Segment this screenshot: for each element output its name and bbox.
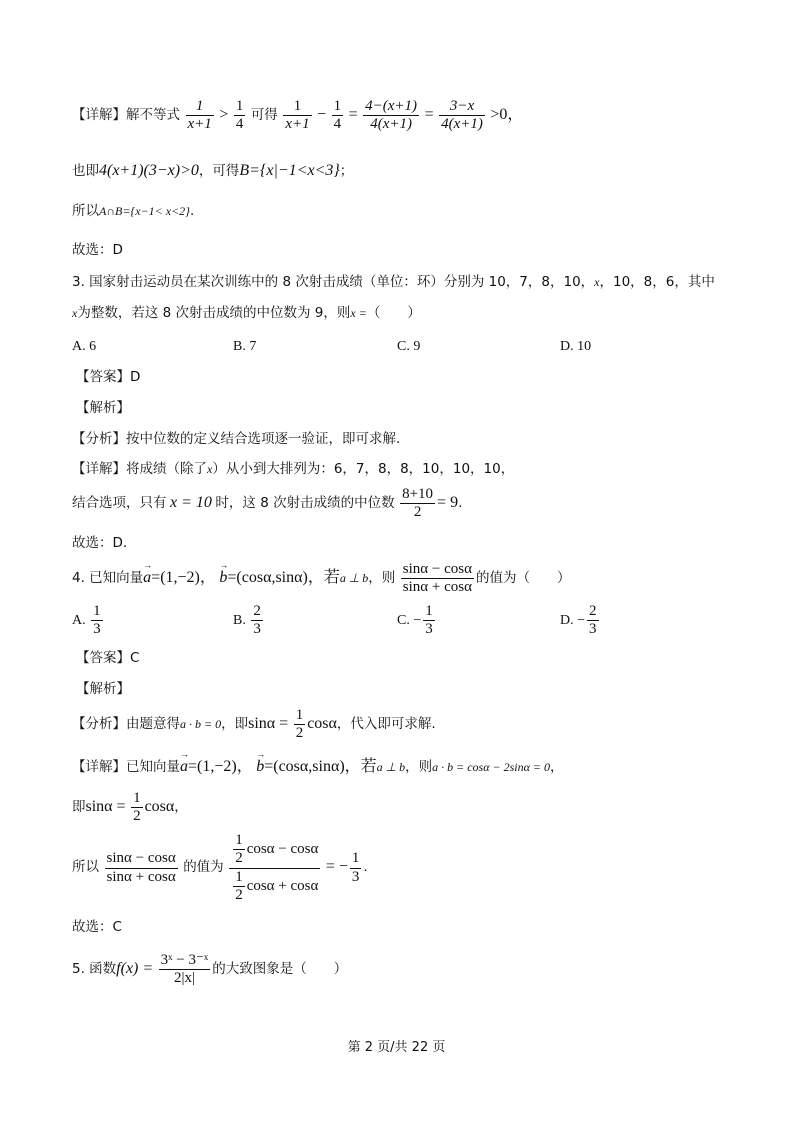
q4-analysis-label: 【解析】	[76, 681, 130, 697]
fraction: $\frac{1}{2}$	[295, 707, 304, 742]
q3-option-b: B. 7	[233, 339, 257, 354]
q5-stem: 5. 函数f(x) = $\frac{\text{3ˣ − 3⁻ˣ}}{2|x|}$ 的大致图象是（ ）	[72, 952, 348, 987]
fraction: $\frac{1}{2}$	[133, 790, 141, 825]
q3-option-a: A. 6	[72, 339, 97, 354]
detail-line-1: 【详解】解不等式 $\frac{1}{x+1}$ > $\frac{1}{4}$ 可得 $\frac{1}{x+1}$ − $\frac{1}{4}$ = $\frac{4-(x+1)}{4(x+1)}$ = $\frac{3-x}{4(x+1)}$ >0，	[72, 98, 524, 133]
fraction: $\frac{\text{3ˣ − 3⁻ˣ}}{2|x|}$	[160, 952, 209, 987]
detail-line-3: 所以A∩B={x−1< x<2}.	[72, 203, 195, 219]
q4-ji: 即sinα = $\frac{1}{2}$ cosα，	[72, 790, 188, 825]
q3-fenxi: 【分析】按中位数的定义结合选项逐一验证，即可求解.	[72, 431, 401, 447]
fraction: $\frac{1}{x+1}$	[187, 98, 212, 133]
vector-a: → a	[143, 570, 151, 586]
fraction: $\frac{8+10}{2}$	[402, 486, 434, 521]
q4-option-c: C. − $\frac{1}{3}$	[397, 603, 433, 638]
q4-detail: 【详解】已知向量→ a=(1,−2)， → b=(cosα,sinα)，若a ⊥ b，则a · b = cosα − 2sinα = 0，	[72, 759, 564, 775]
vector-b: → b	[256, 759, 264, 775]
q4-so: 所以 $\frac{\sin\alpha - \cos\alpha}{\sin\alpha + \cos\alpha}$ 的值为 $\frac{1}{2}$ cosα − cosα $\frac{1}{2}$ cosα + cosα = − $\frac{1}{3}$ .	[72, 832, 368, 903]
q3-detail: 【详解】将成绩（除了x）从小到大排列为：6，7，8，8，10，10，10，	[72, 461, 515, 477]
q4-stem: 4. 已知向量→ a=(1,−2)， → b=(cosα,sinα)，若a ⊥ b，则 $\frac{\sin\alpha - \cos\alpha}{\sin\alpha + \cos\alpha}$ 的值为（ ）	[72, 561, 570, 597]
q4-option-b: B. $\frac{2}{3}$	[233, 603, 261, 638]
compound-fraction: $\frac{1}{2}$ cosα − cosα $\frac{1}{2}$ cosα + cosα	[229, 832, 320, 904]
fraction: $\frac{1}{4}$	[235, 98, 244, 133]
fraction: $\frac{1}{4}$	[333, 98, 342, 133]
answer-choice: 故选：D	[72, 242, 123, 258]
q3-choose: 故选：D.	[72, 535, 128, 551]
vector-a: → a	[180, 759, 188, 775]
q3-answer: 【答案】D	[76, 369, 141, 385]
q3-stem-line-2: x为整数，若这 8 次射击成绩的中位数为 9，则x =（ ）	[72, 305, 421, 321]
q4-choose: 故选：C	[72, 919, 122, 935]
q4-fenxi: 【分析】由题意得a · b = 0，即sinα = $\frac{1}{2}$ cosα，代入即可求解.	[72, 707, 436, 742]
q3-analysis-label: 【解析】	[76, 400, 130, 416]
fraction: $\frac{1}{3}$	[351, 850, 360, 885]
q3-stem-line-1: 3. 国家射击运动员在某次训练中的 8 次射击成绩（单位：环）分别为 10，7，8，10，x，10，8，6，其中	[72, 274, 715, 290]
q3-option-c: C. 9	[397, 339, 421, 354]
q4-option-d: D. − $\frac{2}{3}$	[560, 603, 597, 638]
detail-line-2: 也即4(x+1)(3−x)>0，可得B={x|−1<x<3}；	[72, 162, 354, 179]
fraction: $\frac{4-(x+1)}{4(x+1)}$	[365, 98, 418, 133]
page-footer: 第 2 页/共 22 页	[347, 1040, 446, 1055]
q4-answer: 【答案】C	[76, 650, 140, 666]
fraction: $\frac{3-x}{4(x+1)}$	[441, 98, 483, 133]
q4-option-a: A. $\frac{1}{3}$	[72, 603, 101, 638]
fraction: $\frac{\sin\alpha - \cos\alpha}{\sin\alpha + \cos\alpha}$	[106, 850, 176, 885]
q3-option-d: D. 10	[560, 339, 592, 354]
q3-conclusion: 结合选项，只有 x = 10 时，这 8 次射击成绩的中位数 $\frac{8+10}{2}$ = 9.	[72, 486, 463, 521]
fraction: $\frac{\sin\alpha - \cos\alpha}{\sin\alpha + \cos\alpha}$	[402, 561, 472, 596]
fraction: $\frac{1}{x+1}$	[285, 98, 310, 133]
vector-b: → b	[219, 570, 227, 586]
